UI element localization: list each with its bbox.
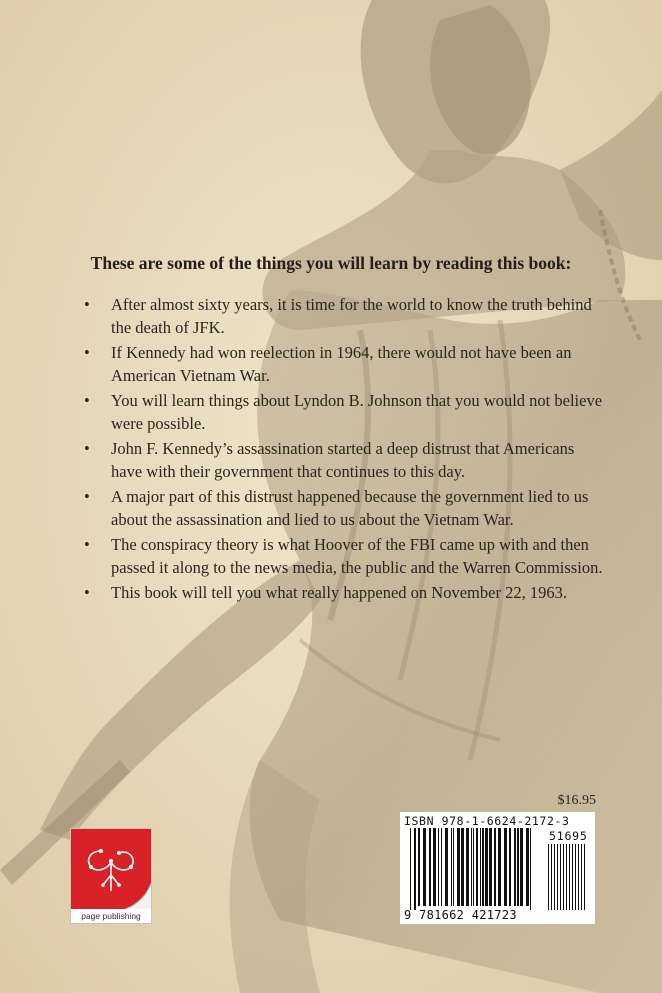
barcode-bar [526, 828, 529, 906]
addon-barcode-bar [581, 844, 582, 910]
barcode-bar [457, 828, 460, 906]
publisher-name: page publishing [81, 911, 141, 921]
barcode-bar [466, 828, 469, 906]
barcode-bar [438, 828, 439, 906]
barcode-bar [517, 828, 519, 906]
blurb-item [84, 294, 604, 339]
bullet-marker: • [84, 391, 90, 410]
publisher-logo [70, 828, 152, 924]
blurb-item-text: You will learn things about Lyndon B. Johnson that you would not believe were possible. [111, 391, 603, 433]
barcode-bar [494, 828, 496, 906]
barcode-bar [476, 828, 478, 906]
blurb-item [84, 342, 604, 387]
addon-barcode-bar [563, 844, 564, 910]
barcode-bar [445, 828, 448, 906]
barcode-bar [498, 828, 501, 906]
barcode-bar [451, 828, 452, 906]
barcode-bar [480, 828, 481, 906]
blurb-item-text: This book will tell you what really happened on November 22, 1963. [111, 583, 567, 602]
barcode-bar [473, 828, 474, 906]
isbn-label: ISBN 978-1-6624-2172-3 [404, 814, 570, 828]
price-code: 51695 [549, 829, 588, 843]
addon-barcode-bar [560, 844, 561, 910]
barcode-bar [489, 828, 492, 906]
barcode-bar [482, 828, 484, 906]
addon-barcode-bar [584, 844, 585, 910]
blurb-item-text: If Kennedy had won reelection in 1964, there would not have been an American Vietnam War. [111, 343, 572, 385]
addon-barcode-bar [572, 844, 573, 910]
addon-barcode-bar [578, 844, 579, 910]
barcode-bar [471, 828, 472, 906]
isbn-barcode [400, 812, 595, 924]
addon-barcode-bar [575, 844, 576, 910]
barcode-bar [514, 828, 516, 906]
bullet-marker: • [84, 439, 90, 458]
blurb-item [84, 438, 604, 483]
blurb-item-text: The conspiracy theory is what Hoover of the FBI came up with and then passed it along to the news media, the public and the Warren Commission. [111, 535, 603, 577]
bullet-marker: • [84, 295, 90, 314]
addon-barcode-bar [557, 844, 558, 910]
barcode-bar [504, 828, 507, 906]
barcode-bar [423, 828, 426, 906]
bullet-marker: • [84, 487, 90, 506]
barcode-bar [410, 828, 411, 910]
barcode-bar [429, 828, 431, 906]
barcode-bar [453, 828, 454, 906]
addon-barcode-bar [554, 844, 555, 910]
barcode-bar [461, 828, 464, 906]
barcode-bar [433, 828, 436, 906]
ean-digits: 9 781662 421723 [404, 908, 517, 922]
addon-barcode-bar [548, 844, 549, 910]
bullet-marker: • [84, 343, 90, 362]
blurb-item [84, 534, 604, 579]
barcode-bar [530, 828, 531, 910]
addon-barcode-bar [551, 844, 552, 910]
book-price: $16.95 [557, 793, 596, 808]
addon-barcode-bar [566, 844, 567, 910]
bullet-marker: • [84, 583, 90, 602]
barcode-bar [418, 828, 420, 906]
barcode-bar [485, 828, 488, 906]
page-curl-icon [125, 883, 151, 909]
bullet-marker: • [84, 535, 90, 554]
book-blurb-heading: These are some of the things you will learn by reading this book: [90, 253, 572, 273]
barcode-bar [520, 828, 523, 906]
barcode-bar [509, 828, 511, 906]
blurb-item [84, 582, 604, 605]
book-blurb-list [84, 294, 604, 608]
barcode-bar [441, 828, 442, 906]
blurb-item-text: John F. Kennedy’s assassination started a deep distrust that Americans have with their government that continues to this day. [111, 439, 575, 481]
blurb-item [84, 390, 604, 435]
blurb-item [84, 486, 604, 531]
blurb-item-text: After almost sixty years, it is time for the world to know the truth behind the death of JFK. [111, 295, 592, 337]
addon-barcode-bar [569, 844, 570, 910]
blurb-item-text: A major part of this distrust happened because the government lied to us about the assassination and lied to us about the Vietnam War. [111, 487, 589, 529]
barcode-bar [414, 828, 416, 910]
